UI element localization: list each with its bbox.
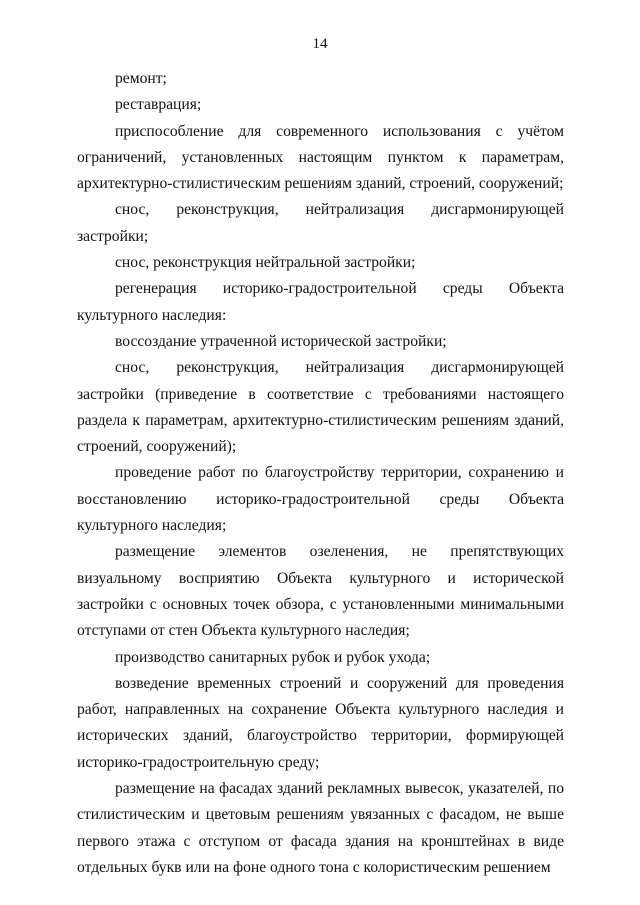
- paragraph: ремонт;: [115, 70, 167, 87]
- paragraph: размещение элементов озеленения, не препятствующих визуальному восприятию Объекта культурного и исторической застройки с основных точек обзора, с установленными минимальными отступами от стен Объекта культурного наследия;: [77, 543, 564, 640]
- paragraph: регенерация историко-градостроительной среды Объекта культурного наследия:: [77, 280, 564, 324]
- paragraph: размещение на фасадах зданий рекламных вывесок, указателей, по стилистическим и цветовым решениям увязанных с фасадом, не выше первого этажа с отступом от фасада здания на кронштейнах в виде отдельных букв или на фоне одного тона с колористическим решением: [77, 780, 564, 876]
- paragraph: приспособление для современного использования с учётом ограничений, установленных настоящим пунктом к параметрам, архитектурно-стилистическим решениям зданий, строений, сооружений;: [77, 122, 564, 193]
- paragraph: проведение работ по благоустройству территории, сохранению и восстановлению историко-градостроительной среды Объекта культурного наследия;: [77, 464, 564, 535]
- paragraph: реставрация;: [115, 96, 202, 114]
- paragraph: производство санитарных рубок и рубок ухода;: [115, 648, 431, 666]
- paragraph: снос, реконструкция, нейтрализация дисгармонирующей застройки (приведение в соответствие с требованиями настоящего раздела к параметрам, архитектурно-стилистическим решениям зданий, строений, сооружений);: [77, 359, 564, 456]
- paragraph: возведение временных строений и сооружений для проведения работ, направленных на сохранение Объекта культурного наследия и исторических зданий, благоустройство территории, формирующей историко-градостроительную среду;: [77, 674, 564, 771]
- paragraph: воссоздание утраченной исторической застройки;: [115, 332, 447, 350]
- page-number: 14: [312, 36, 328, 52]
- document-body: [77, 66, 564, 881]
- paragraph: снос, реконструкция, нейтрализация дисгармонирующей застройки;: [77, 201, 564, 245]
- paragraph: снос, реконструкция нейтральной застройки;: [115, 254, 416, 272]
